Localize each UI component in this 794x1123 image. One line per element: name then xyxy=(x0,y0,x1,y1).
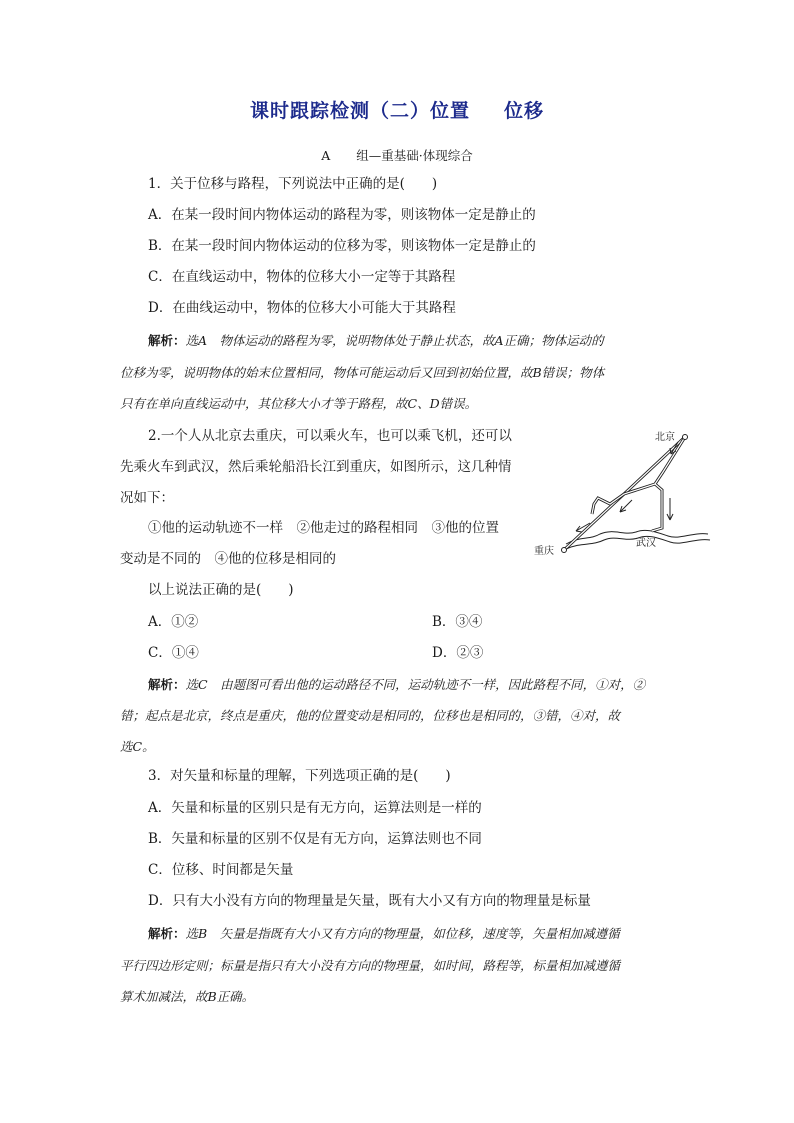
q2-stem-line-3: 况如下： xyxy=(120,490,174,506)
q2-stem-line-2: 先乘火车到武汉，然后乘轮船沿长江到重庆，如图所示，这几种情 xyxy=(120,459,512,475)
q2-analysis-line-1: 解析：选C 由题图可看出他的运动路径不同，运动轨迹不一样，因此路程不同，①对，② xyxy=(148,677,646,692)
q3-option-d: D．只有大小没有方向的物理量是矢量，既有大小又有方向的物理量是标量 xyxy=(148,893,591,909)
label-wuhan: 武汉 xyxy=(636,538,656,549)
q3-analysis-lead: 解析： xyxy=(148,926,186,941)
title-part-2: 位移 xyxy=(504,100,545,122)
q2-analysis-line-3: 选C。 xyxy=(120,739,155,754)
q3-analysis-line-3: 算术加减法，故B正确。 xyxy=(120,989,255,1004)
title-part-1: 课时跟踪检测（二）位置 xyxy=(249,100,470,122)
q1-analysis-lead: 解析： xyxy=(148,333,186,348)
q1-option-b: B．在某一段时间内物体运动的位移为零，则该物体一定是静止的 xyxy=(148,238,536,254)
q1-option-a: A．在某一段时间内物体运动的路程为零，则该物体一定是静止的 xyxy=(148,207,536,223)
q3-option-b: B．矢量和标量的区别不仅是有无方向，运算法则也不同 xyxy=(148,831,482,847)
q2-stem-line-1: 2.一个人从北京去重庆，可以乘火车，也可以乘飞机，还可以 xyxy=(148,428,512,444)
label-chongqing: 重庆 xyxy=(534,546,554,557)
route-map-svg xyxy=(528,428,718,560)
q1-analysis-line-1: 解析：选A 物体运动的路程为零，说明物体处于静止状态，故A正确；物体运动的 xyxy=(148,333,604,348)
q1-option-c: C．在直线运动中，物体的位移大小一定等于其路程 xyxy=(148,269,456,285)
q2-option-d: D．②③ xyxy=(432,645,484,661)
q2-statements-line-2: 变动是不同的 ④他的位移是相同的 xyxy=(120,551,336,567)
q3-option-c: C．位移、时间都是矢量 xyxy=(148,862,294,878)
q2-analysis-lead: 解析： xyxy=(148,677,186,692)
q1-analysis-line-3: 只有在单向直线运动中，其位移大小才等于路程，故C、D错误。 xyxy=(120,396,478,411)
q3-analysis-line-1: 解析：选B 矢量是指既有大小又有方向的物理量，如位移，速度等，矢量相加减遵循 xyxy=(148,926,620,941)
q2-option-b: B．③④ xyxy=(432,614,483,630)
q2-option-c: C．①④ xyxy=(148,645,199,661)
q1-analysis-line-2: 位移为零，说明物体的始末位置相同，物体可能运动后又回到初始位置，故B错误；物体 xyxy=(120,365,605,380)
label-beijing: 北京 xyxy=(655,432,675,443)
section-heading xyxy=(0,146,794,164)
q2-option-a: A．①② xyxy=(148,614,199,630)
page-title xyxy=(0,96,794,123)
q2-analysis-line-2: 错；起点是北京，终点是重庆，他的位置变动是相同的，位移也是相同的，③错，④对，故 xyxy=(120,708,621,723)
q1-option-d: D．在曲线运动中，物体的位移大小可能大于其路程 xyxy=(148,300,456,316)
section-name: 组—重基础·体现综合 xyxy=(356,148,473,163)
section-letter: A xyxy=(321,148,331,163)
q2-question: 以上说法正确的是( ) xyxy=(148,582,294,598)
route-map-figure xyxy=(528,428,718,560)
q3-analysis-line-2: 平行四边形定则；标量是指只有大小没有方向的物理量，如时间，路程等，标量相加减遵循 xyxy=(120,958,621,973)
q1-stem: 1．关于位移与路程，下列说法中正确的是( ) xyxy=(148,176,438,192)
beijing-dot xyxy=(683,435,688,440)
q2-statements-line-1: ①他的运动轨迹不一样 ②他走过的路程相同 ③他的位置 xyxy=(148,520,499,536)
chongqing-dot xyxy=(562,548,567,553)
q3-stem: 3．对矢量和标量的理解，下列选项正确的是( ) xyxy=(148,768,451,784)
q3-option-a: A．矢量和标量的区别只是有无方向，运算法则是一样的 xyxy=(148,800,482,816)
